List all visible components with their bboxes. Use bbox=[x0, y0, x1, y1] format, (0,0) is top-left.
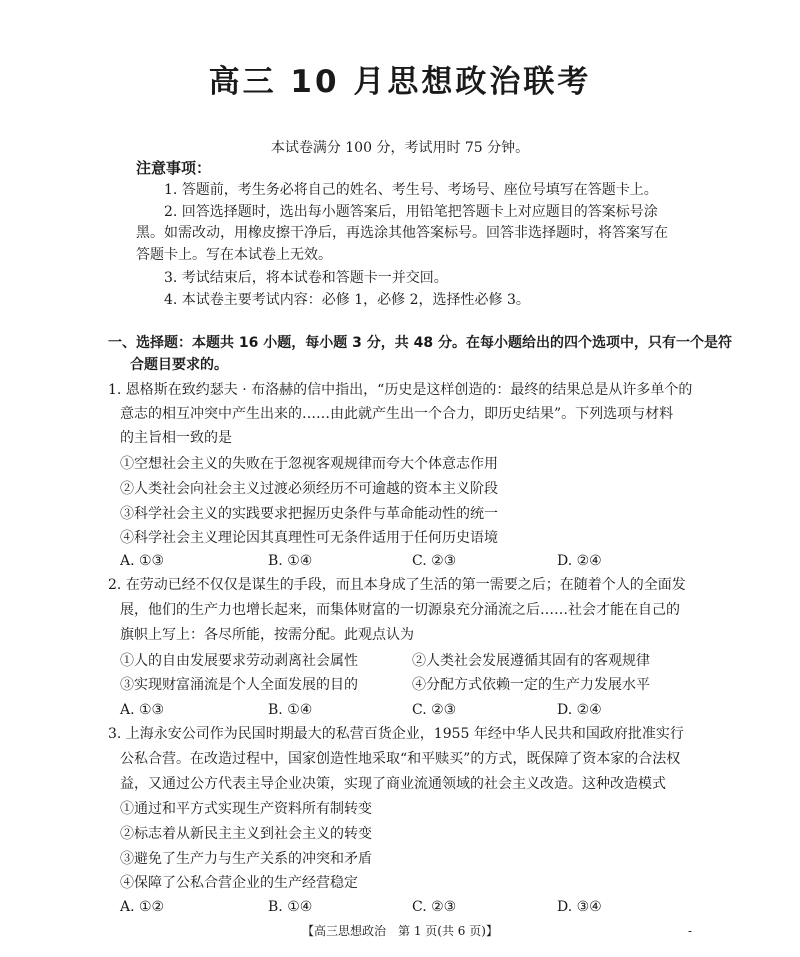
q2-stem-line-3: 旗帜上写上：各尽所能，按需分配。此观点认为 bbox=[120, 627, 414, 643]
q2-item-4: ④分配方式依赖一定的生产力发展水平 bbox=[412, 677, 650, 693]
q2-item-3: ③实现财富涌流是个人全面发展的目的 bbox=[120, 677, 358, 693]
q3-item-4: ④保障了公私合营企业的生产经营稳定 bbox=[120, 875, 358, 891]
q1-item-4: ④科学社会主义理论因其真理性可无条件适用于任何历史语境 bbox=[120, 530, 498, 546]
q3-choice-d[interactable]: D. ③④ bbox=[557, 899, 602, 915]
q2-choice-a[interactable]: A. ①③ bbox=[120, 702, 165, 718]
notice-line-6: 4. 本试卷主要考试内容：必修 1，必修 2，选择性必修 3。 bbox=[164, 292, 530, 308]
q2-stem-line-1: 2. 在劳动已经不仅仅是谋生的手段，而且本身成了生活的第一需要之后；在随着个人的全面发 bbox=[108, 577, 686, 593]
q2-item-1: ①人的自由发展要求劳动剥离社会属性 bbox=[120, 653, 358, 669]
q2-item-2: ②人类社会发展遵循其固有的客观规律 bbox=[412, 653, 650, 669]
notice-line-3: 黑。如需改动，用橡皮擦干净后，再选涂其他答案标号。回答非选择题时，将答案写在 bbox=[136, 225, 668, 241]
notice-line-4: 答题卡上。写在本试卷上无效。 bbox=[136, 247, 332, 263]
section-heading-line-2: 合题目要求的。 bbox=[130, 357, 228, 373]
q2-choice-c[interactable]: C. ②③ bbox=[412, 702, 457, 718]
q3-stem-line-3: 益，又通过公方代表主导企业决策，实现了商业流通领域的社会主义改造。这种改造模式 bbox=[120, 776, 666, 792]
q1-item-2: ②人类社会向社会主义过渡必须经历不可逾越的资本主义阶段 bbox=[120, 481, 498, 497]
notice-heading: 注意事项： bbox=[136, 159, 212, 177]
notice-line-2: 2. 回答选择题时，选出每小题答案后，用铅笔把答题卡上对应题目的答案标号涂 bbox=[164, 204, 658, 220]
q1-stem-line-3: 的主旨相一致的是 bbox=[120, 430, 232, 446]
q3-choice-b[interactable]: B. ①④ bbox=[268, 899, 313, 915]
q1-choice-a[interactable]: A. ①③ bbox=[120, 553, 165, 569]
notice-line-1: 1. 答题前，考生务必将自己的姓名、考生号、考场号、座位号填写在答题卡上。 bbox=[164, 182, 658, 198]
q2-stem-line-2: 展，他们的生产力也增长起来，而集体财富的一切源泉充分涌流之后……社会才能在自己的 bbox=[120, 602, 680, 618]
exam-info: 本试卷满分 100 分，考试用时 75 分钟。 bbox=[270, 140, 530, 156]
q1-choice-c[interactable]: C. ②③ bbox=[412, 553, 457, 569]
q1-item-1: ①空想社会主义的失败在于忽视客观规律而夸大个体意志作用 bbox=[120, 456, 498, 472]
q3-stem-line-2: 公私合营。在改造过程中，国家创造性地采取“和平赎买”的方式，既保障了资本家的合法权 bbox=[120, 751, 681, 767]
q2-choice-b[interactable]: B. ①④ bbox=[268, 702, 313, 718]
q3-choice-a[interactable]: A. ①② bbox=[120, 899, 165, 915]
q1-choice-d[interactable]: D. ②④ bbox=[557, 553, 602, 569]
q1-choice-b[interactable]: B. ①④ bbox=[268, 553, 313, 569]
q1-stem-line-1: 1. 恩格斯在致约瑟夫 · 布洛赫的信中指出，“历史是这样创造的：最终的结果总是从许多单个的 bbox=[108, 382, 693, 398]
notice-line-5: 3. 考试结束后，将本试卷和答题卡一并交回。 bbox=[164, 270, 448, 286]
q1-stem-line-2: 意志的相互冲突中产生出来的……由此就产生出一个合力，即历史结果”。下列选项与材料 bbox=[120, 406, 674, 422]
corner-mark: - bbox=[688, 924, 693, 938]
section-heading-line-1: 一、选择题：本题共 16 小题，每小题 3 分，共 48 分。在每小题给出的四个选项中，只有一个是符 bbox=[108, 335, 732, 351]
q1-item-3: ③科学社会主义的实践要求把握历史条件与革命能动性的统一 bbox=[120, 506, 498, 522]
page-title: 高三 10 月思想政治联考 bbox=[208, 64, 592, 100]
q3-item-1: ①通过和平方式实现生产资料所有制转变 bbox=[120, 801, 372, 817]
q3-item-3: ③避免了生产力与生产关系的冲突和矛盾 bbox=[120, 851, 372, 867]
q2-choice-d[interactable]: D. ②④ bbox=[557, 702, 602, 718]
page-footer: 【高三思想政治 第 1 页(共 6 页)】 bbox=[302, 924, 498, 938]
q3-stem-line-1: 3. 上海永安公司作为民国时期最大的私营百货企业，1955 年经中华人民共和国政府批准实行 bbox=[108, 726, 684, 742]
q3-item-2: ②标志着从新民主主义到社会主义的转变 bbox=[120, 826, 372, 842]
q3-choice-c[interactable]: C. ②③ bbox=[412, 899, 457, 915]
